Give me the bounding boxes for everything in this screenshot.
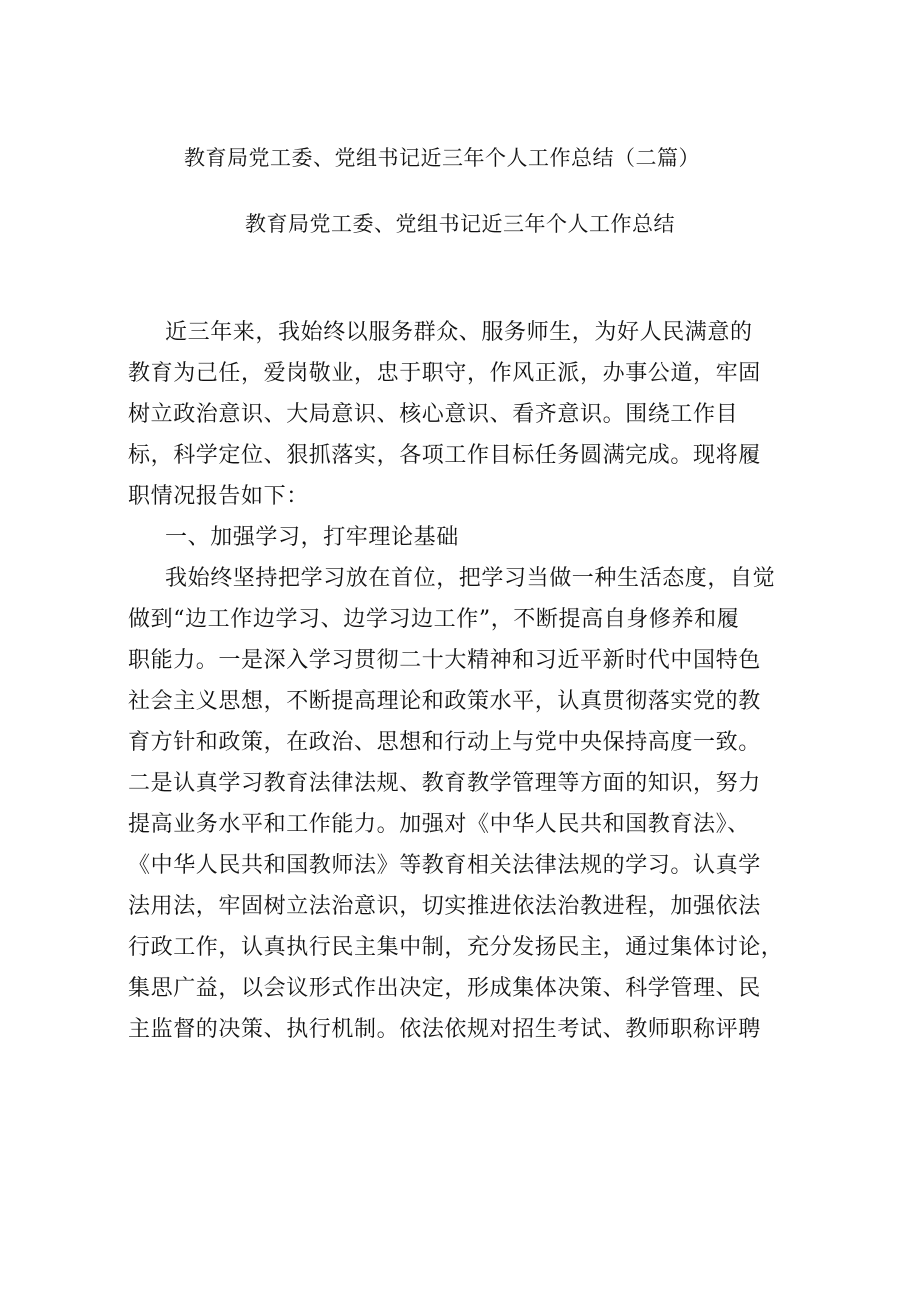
article-body bbox=[128, 312, 793, 1050]
text-line: 主监督的决策、执行机制。依法依规对招生考试、教师职称评聘 bbox=[128, 1017, 761, 1042]
text-line: 一、加强学习，打牢理论基础 bbox=[165, 525, 459, 550]
text-line: 教育为己任，爱岗敬业，忠于职守，作风正派，办事公道，牢固 bbox=[128, 361, 761, 386]
text-line: 行政工作，认真执行民主集中制，充分发扬民主，通过集体讨论， bbox=[128, 935, 784, 960]
article-title: 教育局党工委、党组书记近三年个人工作总结 bbox=[245, 212, 675, 236]
text-line: 标，科学定位、狠抓落实，各项工作目标任务圆满完成。现将履 bbox=[128, 443, 761, 468]
text-line: 树立政治意识、大局意识、核心意识、看齐意识。围绕工作目 bbox=[128, 402, 739, 427]
text-line: 社会主义思想，不断提高理论和政策水平，认真贯彻落实党的教 bbox=[128, 689, 761, 714]
text-line: 集思广益，以会议形式作出决定，形成集体决策、科学管理、民 bbox=[128, 976, 761, 1001]
text-line: 职情况报告如下： bbox=[128, 484, 309, 509]
text-line: 我始终坚持把学习放在首位，把学习当做一种生活态度，自觉 bbox=[165, 566, 776, 591]
text-line: 法用法，牢固树立法治意识，切实推进依法治教进程，加强依法 bbox=[128, 894, 761, 919]
text-line: 职能力。一是深入学习贯彻二十大精神和习近平新时代中国特色 bbox=[128, 648, 761, 673]
text-line: 近三年来，我始终以服务群众、服务师生，为好人民满意的 bbox=[165, 320, 753, 345]
text-line: 二是认真学习教育法律法规、教育教学管理等方面的知识，努力 bbox=[128, 771, 761, 796]
document-title: 教育局党工委、党组书记近三年个人工作总结（二篇） bbox=[184, 146, 700, 170]
text-line: 《中华人民共和国教师法》等教育相关法律法规的学习。认真学 bbox=[128, 853, 761, 878]
text-line: 提高业务水平和工作能力。加强对《中华人民共和国教育法》、 bbox=[128, 812, 750, 837]
text-line: 做到“边工作边学习、边学习边工作”，不断提高自身修养和履 bbox=[128, 607, 740, 632]
text-line: 育方针和政策，在政治、思想和行动上与党中央保持高度一致。 bbox=[128, 730, 761, 755]
